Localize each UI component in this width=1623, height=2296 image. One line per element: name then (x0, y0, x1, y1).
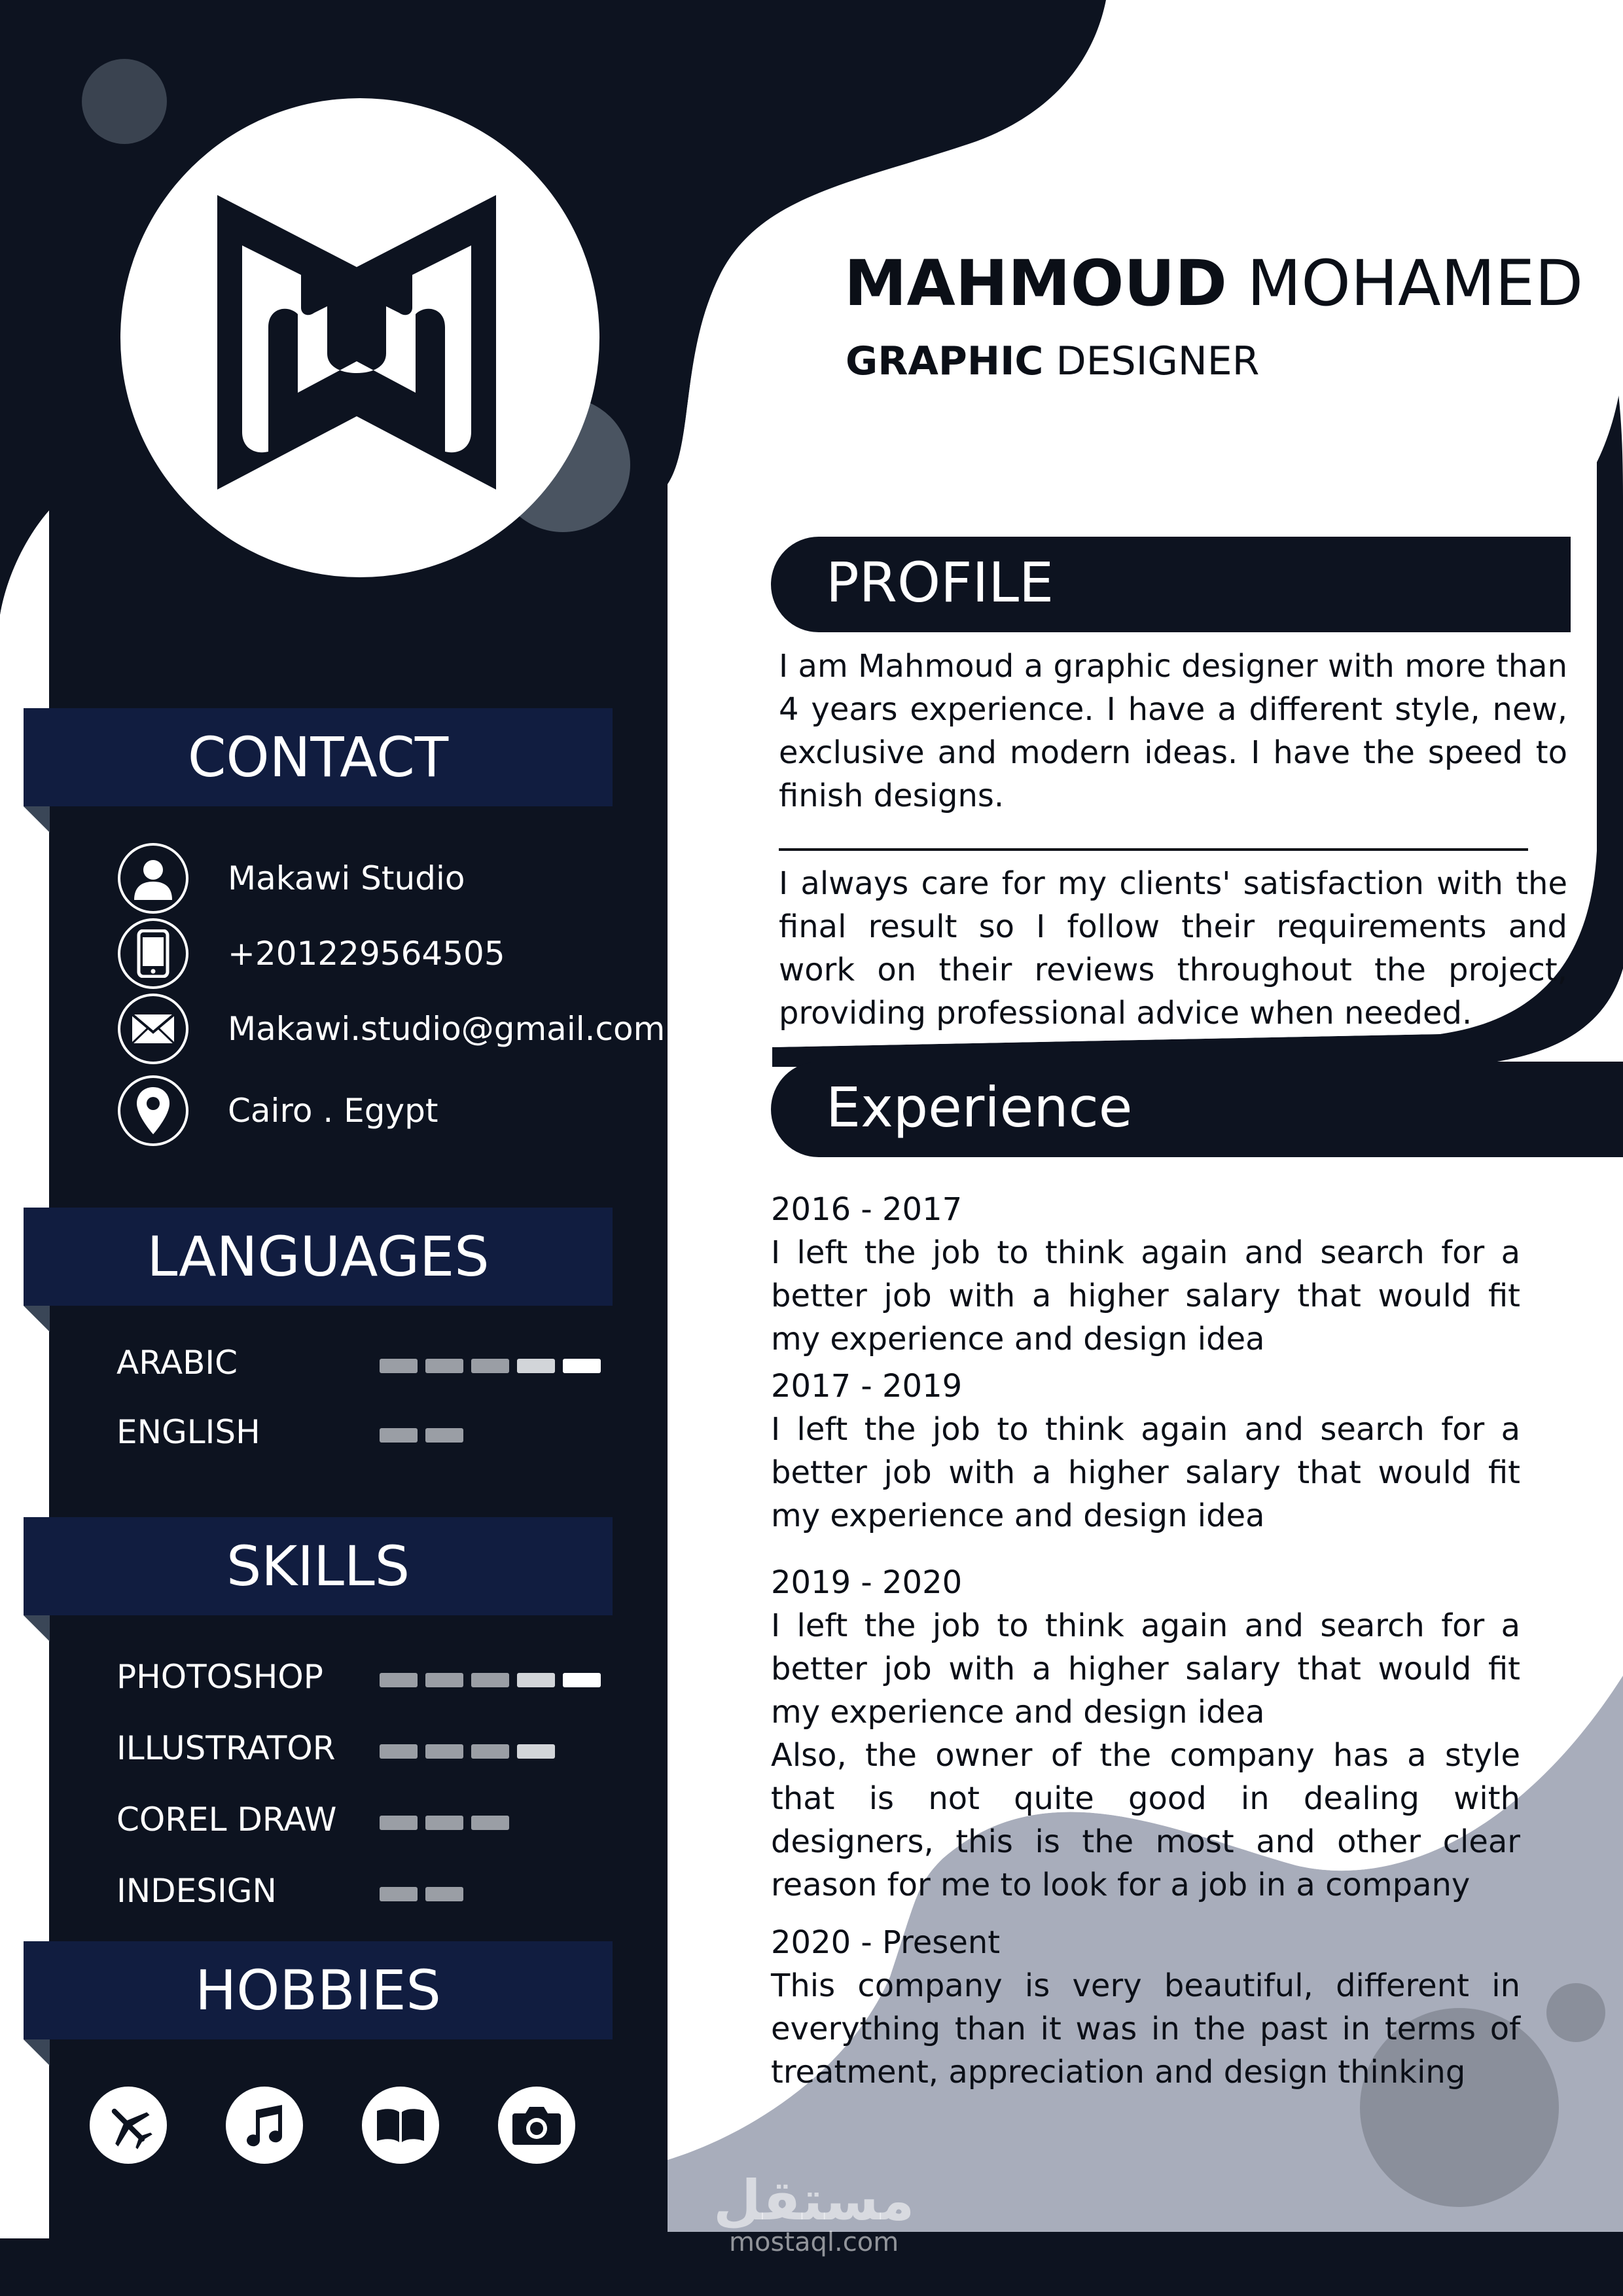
level-segment (517, 1744, 555, 1759)
watermark-arabic: مستقل (713, 2168, 915, 2233)
first-name: MAHMOUD (844, 247, 1227, 320)
experience-item (771, 1561, 1520, 1907)
deco-circle-tiny (1546, 1983, 1605, 2042)
level-segment (471, 1673, 509, 1687)
skill-level-bars (380, 1673, 601, 1687)
watermark (713, 2168, 915, 2257)
skill-name: COREL DRAW (116, 1801, 337, 1839)
experience-item (771, 1188, 1520, 1361)
skill-level-bars (380, 1744, 555, 1759)
skill-name: ILLUSTRATOR (116, 1729, 336, 1767)
contact-item-location (118, 1075, 438, 1147)
level-segment (425, 1887, 463, 1901)
level-segment (380, 1359, 418, 1373)
hobbies-header-fold (24, 2039, 50, 2066)
experience-years: 2017 - 2019 (771, 1368, 963, 1405)
language-level-bars (380, 1428, 463, 1443)
user-icon (118, 843, 188, 914)
skill-name: PHOTOSHOP (116, 1658, 323, 1696)
profile-paragraph-2: I always care for my clients' satisfaction with the final result so I follow their requirements and work on their reviews throughout the project, providing professional advice when needed. (779, 865, 1567, 1031)
level-segment (517, 1359, 555, 1373)
contact-item-phone (118, 918, 505, 990)
level-segment (471, 1816, 509, 1830)
contact-text: +201229564505 (228, 935, 505, 973)
experience-years: 2019 - 2020 (771, 1564, 963, 1601)
hobbies-header (24, 1941, 613, 2039)
level-segment (425, 1816, 463, 1830)
skills-header-fold (24, 1615, 50, 1641)
location-pin-icon (118, 1075, 188, 1146)
experience-title: Experience (826, 1075, 1133, 1139)
hobbies-title: HOBBIES (195, 1958, 441, 2022)
music-icon (226, 2087, 303, 2164)
experience-text: I left the job to think again and search for a better job with a higher salary that would fit my experience and design idea (771, 1607, 1520, 1731)
book-icon (362, 2087, 439, 2164)
profile-paragraph-1: I am Mahmoud a graphic designer with more than 4 years experience. I have a different style, new, exclusive and modern ideas. I have the speed to finish designs. (779, 648, 1567, 814)
contact-text: Cairo . Egypt (228, 1092, 438, 1130)
skill-name: INDESIGN (116, 1872, 277, 1910)
skills-title: SKILLS (226, 1534, 410, 1598)
airplane-icon (90, 2087, 167, 2164)
level-segment (380, 1887, 418, 1901)
level-segment (380, 1428, 418, 1443)
skill-level-bars (380, 1887, 463, 1901)
experience-years: 2016 - 2017 (771, 1191, 963, 1228)
profile-title: PROFILE (826, 550, 1054, 615)
languages-header (24, 1208, 613, 1306)
experience-text: I left the job to think again and search for a better job with a higher salary that would fit my experience and design idea (771, 1411, 1520, 1534)
experience-text-extra: Also, the owner of the company has a style that is not quite good in dealing with designers, this is the most and other clear reason for me to look for a job in a company (771, 1737, 1520, 1903)
level-segment (425, 1744, 463, 1759)
contact-header-fold (24, 806, 50, 833)
level-segment (380, 1673, 418, 1687)
language-name: ARABIC (116, 1344, 238, 1382)
contact-title: CONTACT (187, 725, 449, 789)
language-level-bars (380, 1359, 601, 1373)
level-segment (425, 1428, 463, 1443)
experience-item (771, 1365, 1520, 1537)
phone-icon (118, 918, 188, 989)
level-segment (517, 1673, 555, 1687)
level-segment (425, 1673, 463, 1687)
experience-item (771, 1921, 1520, 2094)
skills-header (24, 1517, 613, 1615)
experience-text: This company is very beautiful, different in everything than it was in the past in terms of treatment, appreciation and design thinking (771, 1967, 1520, 2090)
language-name: ENGLISH (116, 1413, 260, 1451)
contact-text: Makawi Studio (228, 859, 465, 897)
camera-icon (498, 2087, 575, 2164)
level-segment (563, 1673, 601, 1687)
mail-icon (118, 994, 188, 1064)
level-segment (563, 1359, 601, 1373)
experience-years: 2020 - Present (771, 1924, 1001, 1961)
watermark-latin: mostaql.com (729, 2227, 899, 2257)
profile-divider (779, 848, 1528, 851)
level-segment (380, 1744, 418, 1759)
job-title-bold: GRAPHIC (846, 338, 1044, 384)
job-title (846, 338, 1260, 384)
deco-circle-small (82, 59, 167, 144)
last-name: MOHAMED (1247, 247, 1584, 320)
contact-header (24, 708, 613, 806)
contact-item-email (118, 993, 666, 1065)
contact-item-name (118, 842, 465, 914)
skill-level-bars (380, 1816, 509, 1830)
languages-title: LANGUAGES (147, 1225, 490, 1289)
full-name (844, 247, 1584, 320)
level-segment (471, 1359, 509, 1373)
experience-text: I left the job to think again and search for a better job with a higher salary that would fit my experience and design idea (771, 1234, 1520, 1357)
level-segment (380, 1816, 418, 1830)
level-segment (425, 1359, 463, 1373)
job-title-rest: DESIGNER (1056, 338, 1260, 384)
level-segment (471, 1744, 509, 1759)
contact-text: Makawi.studio@gmail.com (228, 1010, 666, 1048)
languages-header-fold (24, 1306, 50, 1332)
